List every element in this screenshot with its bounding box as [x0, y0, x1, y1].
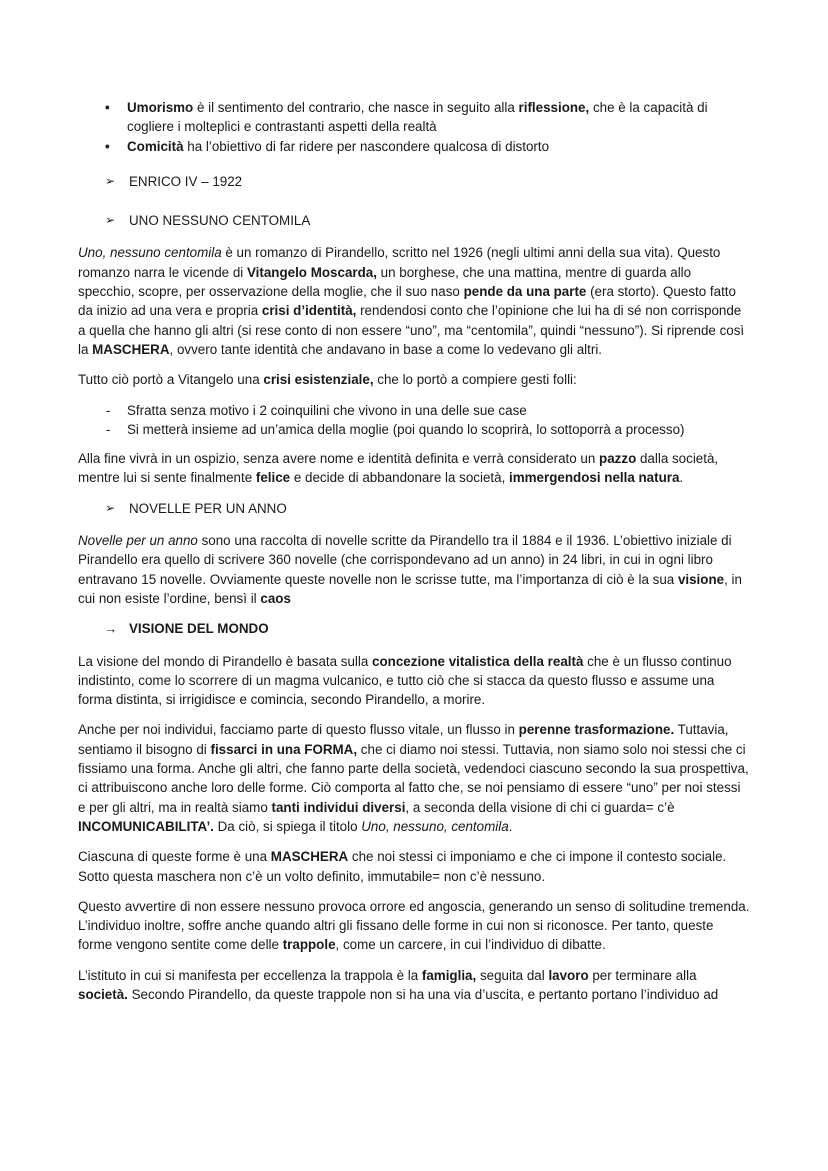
text-span: dalla società, mentre lui si sente finalmente [78, 451, 719, 486]
italic-span: Uno, nessuno, centomila [361, 818, 509, 834]
bold-span: MASCHERA [270, 849, 349, 865]
text-span: (era storto). Questo fatto da inizio ad una vera e propria [78, 284, 736, 319]
list-item [78, 137, 750, 156]
paragraph-visione-2 [78, 720, 750, 836]
heading-uno-nessuno [78, 211, 750, 230]
heading-text: UNO NESSUNO CENTOMILA [129, 213, 311, 229]
text-span: un borghese, che una mattina, mentre di guarda allo specchio, scopre, per osservazione della moglie, che il suo naso [78, 264, 692, 300]
text-span: Tuttavia, sentiamo il bisogno di [78, 722, 729, 757]
bold-span: visione [677, 571, 725, 587]
bold-span: Vitangelo Moscarda, [246, 264, 377, 280]
dash-icon: - [106, 421, 111, 437]
text-span: è un romanzo di Pirandello, scritto nel 1926 (negli ultimi anni della sua vita). Questo romanzo narra le vicende di [78, 245, 721, 280]
bold-span: lavoro [548, 967, 589, 983]
bold-span: pende da una parte [463, 284, 587, 300]
text-span: . [508, 818, 513, 834]
bullet-icon: • [105, 138, 110, 154]
text-span: , a seconda della visione di chi ci guarda= c’è [405, 799, 675, 815]
list-item [78, 401, 750, 420]
bold-span: immergendosi nella natura [509, 470, 680, 486]
text-span: Tutto ciò portò a Vitangelo una [78, 372, 264, 388]
text-span: Ciascuna di queste forme è una [78, 849, 271, 865]
bold-span: perenne trasformazione. [518, 722, 675, 738]
bold-span: caos [260, 590, 291, 606]
text-span: che è un flusso continuo indistinto, come lo scorrere di un magma vulcanico, e tutto ciò che si stacca da questo flusso e assume una forma distinta, si irrigidisce e comincia, secondo Pirandello, a morire. [78, 653, 732, 708]
text-span: Anche per noi individui, facciamo parte di questo flusso vitale, un flusso in [78, 722, 519, 738]
text-span: Da ciò, si spiega il titolo [213, 818, 362, 834]
text-span: L’istituto in cui si manifesta per eccellenza la trappola è la [78, 967, 422, 983]
bold-span: felice [255, 470, 291, 486]
paragraph-fine [78, 449, 750, 488]
text-span: Alla fine vivrà in un ospizio, senza avere nome e identità definita e verrà considerato un [78, 451, 600, 467]
right-arrow-icon: → [104, 621, 118, 637]
paragraph-visione-1 [78, 652, 750, 710]
italic-span: Uno, nessuno centomila [78, 245, 222, 261]
bullet-icon: • [105, 100, 110, 115]
bold-span: INCOMUNICABILITA’. [78, 818, 214, 834]
term-comicita: Comicità [127, 138, 184, 154]
text-span: Secondo Pirandello, da queste trappole non si ha una via d’uscita, e pertanto portano l’individuo ad [127, 986, 719, 1002]
bold-span: MASCHERA [92, 341, 170, 357]
text-span: La visione del mondo di Pirandello è basata sulla [78, 653, 373, 669]
definitions-list [78, 98, 750, 156]
heading-enrico [78, 172, 750, 191]
heading-visione [78, 619, 750, 638]
actions-list [78, 401, 750, 440]
text-span: , come un carcere, in cui l’individuo di dibatte. [335, 937, 606, 953]
bold-span: società. [78, 986, 128, 1002]
paragraph-istituto [78, 966, 750, 1005]
text-span: che ci diamo noi stessi. Tuttavia, non siamo solo noi stessi che ci fissiamo una forma. Anche gli altri, che fanno parte della società, vedendoci ciascuno secondo la sua prospettiva, ci attribuiscono anche loro delle forme. Ciò comporta al fatto che, se noi pensiamo di essere “uno” per noi stessi e per gli altri, ma in realtà siamo [78, 741, 749, 815]
heading-text: VISIONE DEL MONDO [129, 621, 269, 637]
bold-span: tanti individui diversi [271, 799, 406, 815]
bold-span: crisi d’identità, [261, 303, 357, 319]
list-item-text: Sfratta senza motivo i 2 coinquilini che vivono in una delle sue case [127, 402, 527, 418]
bold-span: concezione vitalistica della realtà [372, 653, 584, 669]
text-span: per terminare alla [588, 967, 697, 983]
paragraph-crisi [78, 370, 750, 389]
bold-span: pazzo [599, 451, 637, 467]
paragraph-novelle [78, 531, 750, 608]
arrowhead-icon: ➢ [105, 173, 116, 188]
dash-icon: - [106, 402, 111, 418]
document-body [78, 98, 750, 1015]
bold-span: crisi esistenziale, [263, 372, 374, 388]
arrowhead-icon: ➢ [105, 500, 116, 515]
text-span: che lo portò a compiere gesti folli: [373, 372, 577, 388]
list-item-text: Si metterà insieme ad un’amica della moglie (poi quando lo scoprirà, lo sottoporrà a processo) [127, 421, 685, 437]
heading-novelle [78, 499, 750, 518]
italic-span: Novelle per un anno [78, 533, 198, 549]
text-span: sono una raccolta di novelle scritte da Pirandello tra il 1884 e il 1936. L’obiettivo iniziale di Pirandello era quello di scrivere 360 novelle (che corrispondevano ad un anno) in 24 libri, in cui in ogni libro entravano 15 novelle. Ovviamente queste novelle non le scrisse tutte, ma l’importanza di ciò è la sua [78, 533, 732, 587]
arrowhead-icon: ➢ [105, 213, 116, 228]
text-span: rendendosi conto che l’opinione che lui ha di sé non corrisponde a quella che hanno gli altri (si rese conto di non essere “uno”, ma “centomila”, quindi “nessuno”). Si riprende così la [78, 303, 745, 357]
text-span: Questo avvertire di non essere nessuno provoca orrore ed angoscia, generando un senso di solitudine tremenda. L’individuo inoltre, soffre anche quando altri gli fissano delle forme in cui non si riconosce. Per tanto, queste forme vengono sentite come delle [78, 898, 750, 953]
text-span: ha l’obiettivo di far ridere per nascondere qualcosa di distorto [183, 138, 550, 154]
term-umorismo: Umorismo [127, 100, 194, 115]
paragraph-maschera [78, 847, 750, 886]
text-span: e decide di abbandonare la società, [290, 470, 510, 486]
heading-text: NOVELLE PER UN ANNO [129, 500, 287, 516]
text-span: è il sentimento del contrario, che nasce in seguito alla [193, 100, 519, 115]
paragraph-uno [78, 243, 750, 359]
bold-span: fissarci in una FORMA, [210, 741, 358, 757]
bold-span: riflessione, [518, 100, 590, 115]
bold-span: trappole [282, 937, 336, 953]
bold-span: famiglia, [421, 967, 477, 983]
list-item [78, 420, 750, 439]
list-item [78, 98, 750, 137]
text-span: . [679, 470, 684, 486]
paragraph-avvertire [78, 897, 750, 955]
text-span: seguita dal [476, 967, 549, 983]
heading-text: ENRICO IV – 1922 [129, 173, 243, 189]
text-span: che è la capacità di cogliere i molteplici e contrastanti aspetti della realtà [127, 100, 708, 135]
text-span: , in cui non esiste l’ordine, bensì il [78, 571, 742, 606]
text-span: che noi stessi ci imponiamo e che ci impone il contesto sociale. Sotto questa maschera non c’è un volto definito, immutabile= non c’è nessuno. [78, 849, 727, 884]
text-span: , ovvero tante identità che andavano in base a come lo vedevano gli altri. [169, 341, 603, 357]
